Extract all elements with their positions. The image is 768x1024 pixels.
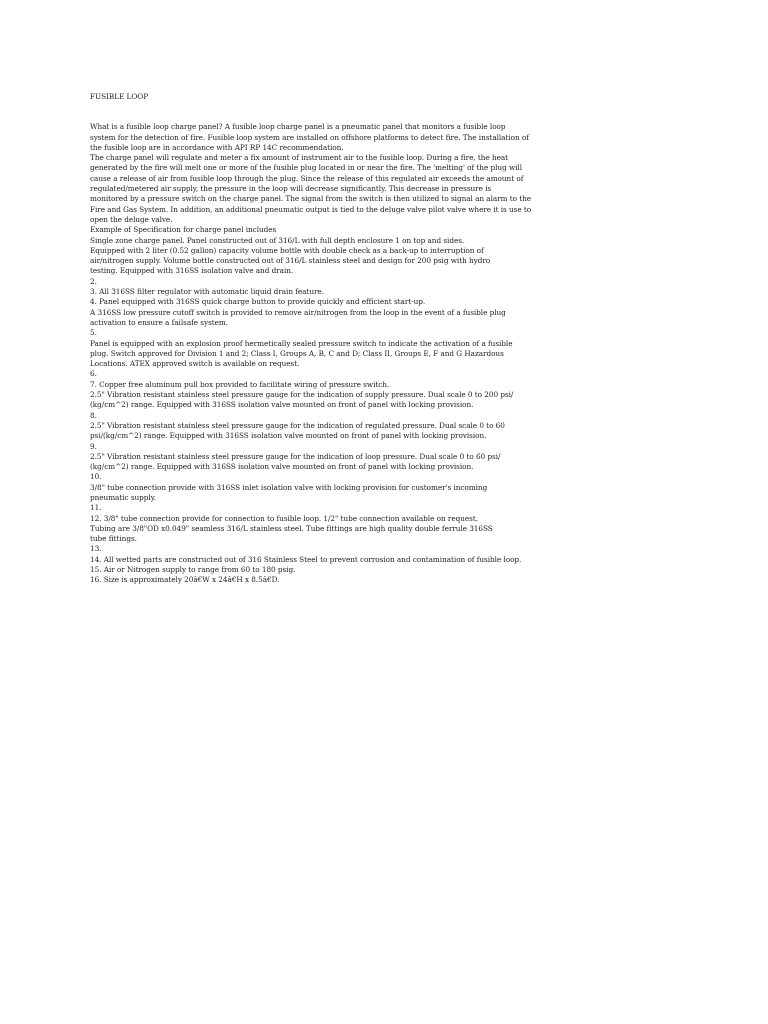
text-line: 2.5" Vibration resistant stainless steel pressure gauge for the indication of loop pressure. Dual scale 0 to 60 psi/ <box>90 451 501 461</box>
text-line: generated by the fire will melt one or more of the fusible plug located in or near the fire. The 'melting' of the plug will <box>90 163 522 173</box>
text-line: (kg/cm^2) range. Equipped with 316SS isolation valve mounted on front of panel with locking provision. <box>90 400 474 410</box>
text-line: 2. <box>90 276 97 286</box>
text-line: 10. <box>90 472 102 482</box>
text-line: Equipped with 2 liter (0.52 gallon) capacity volume bottle with double check as a back-up to interruption of <box>90 245 484 255</box>
text-line: testing. Equipped with 316SS isolation valve and drain. <box>90 266 294 276</box>
text-line: 4. Panel equipped with 316SS quick charge button to provide quickly and efficient start-up. <box>90 297 426 307</box>
text-line: the fusible loop are in accordance with API RP 14C recommendation. <box>90 142 344 152</box>
text-line: 13. <box>90 544 102 554</box>
text-line: 8. <box>90 410 97 420</box>
text-line: psi/(kg/cm^2) range. Equipped with 316SS isolation valve mounted on front of panel with locking provision. <box>90 431 487 441</box>
text-line: open the deluge valve. <box>90 214 173 224</box>
text-line: 15. Air or Nitrogen supply to range from 60 to 180 psig. <box>90 565 296 575</box>
text-line: 6. <box>90 369 97 379</box>
document-title: FUSIBLE LOOP <box>90 92 149 101</box>
text-line: 2.5" Vibration resistant stainless steel pressure gauge for the indication of supply pressure. Dual scale 0 to 200 psi/ <box>90 390 514 400</box>
text-line: 12. 3/8" tube connection provide for connection to fusible loop. 1/2" tube connection available on request. <box>90 513 478 523</box>
text-line: Example of Specification for charge panel includes <box>90 225 277 235</box>
text-line: cause a release of air from fusible loop through the plug. Since the release of this regulated air exceeds the amount of <box>90 173 524 183</box>
text-line: Fire and Gas System. In addition, an additional pneumatic output is tied to the deluge valve pilot valve where it is use to <box>90 204 532 214</box>
text-line: 9. <box>90 441 97 451</box>
text-line: 2.5" Vibration resistant stainless steel pressure gauge for the indication of regulated pressure. Dual scale 0 to 60 <box>90 420 505 430</box>
text-line: (kg/cm^2) range. Equipped with 316SS isolation valve mounted on front of panel with locking provision. <box>90 462 474 472</box>
text-line: 16. Size is approximately 20â€W x 24â€H x 8.5â€D. <box>90 575 280 585</box>
text-line: 14. All wetted parts are constructed out of 316 Stainless Steel to prevent corrosion and contamination of fusible loop. <box>90 554 522 564</box>
text-line: monitored by a pressure switch on the charge panel. The signal from the switch is then utilized to signal an alarm to the <box>90 194 532 204</box>
text-line: plug. Switch approved for Division 1 and 2; Class I, Groups A, B, C and D; Class II, Groups E, F and G Hazardous <box>90 348 504 358</box>
text-line: Panel is equipped with an explosion proof hermetically sealed pressure switch to indicate the activation of a fusible <box>90 338 513 348</box>
text-line: regulated/metered air supply, the pressure in the loop will decrease significantly. This decrease in pressure is <box>90 184 492 194</box>
text-line: What is a fusible loop charge panel? A fusible loop charge panel is a pneumatic panel that monitors a fusible loop <box>90 122 506 132</box>
document-text <box>90 122 560 585</box>
text-line: system for the detection of fire. Fusible loop system are installed on offshore platforms to detect fire. The installation of <box>90 132 529 142</box>
text-line: tube fittings. <box>90 534 137 544</box>
text-line: 11. <box>90 503 102 513</box>
text-line: Tubing are 3/8"OD x0.049" seamless 316/L stainless steel. Tube fittings are high quality double ferrule 316SS <box>90 523 493 533</box>
text-line: Locations. ATEX approved switch is available on request. <box>90 359 300 369</box>
text-line: 3. All 316SS filter regulator with automatic liquid drain feature. <box>90 287 324 297</box>
text-line: 3/8" tube connection provide with 316SS inlet isolation valve with locking provision for customer's incoming <box>90 482 488 492</box>
text-line: activation to ensure a failsafe system. <box>90 317 229 327</box>
text-line: Single zone charge panel. Panel constructed out of 316/L with full depth enclosure 1 on top and sides. <box>90 235 465 245</box>
text-line: 5. <box>90 328 97 338</box>
text-line: A 316SS low pressure cutoff switch is provided to remove air/nitrogen from the loop in the event of a fusible plug <box>90 307 506 317</box>
text-line: air/nitrogen supply. Volume bottle constructed out of 316/L stainless steel and design for 200 psig with hydro <box>90 256 491 266</box>
text-line: pneumatic supply. <box>90 492 157 502</box>
document-body <box>90 92 560 586</box>
text-line: 7. Copper free aluminum pull box provided to facilitate wiring of pressure switch. <box>90 379 390 389</box>
text-line: The charge panel will regulate and meter a fix amount of instrument air to the fusible loop. During a fire, the heat <box>90 153 509 163</box>
